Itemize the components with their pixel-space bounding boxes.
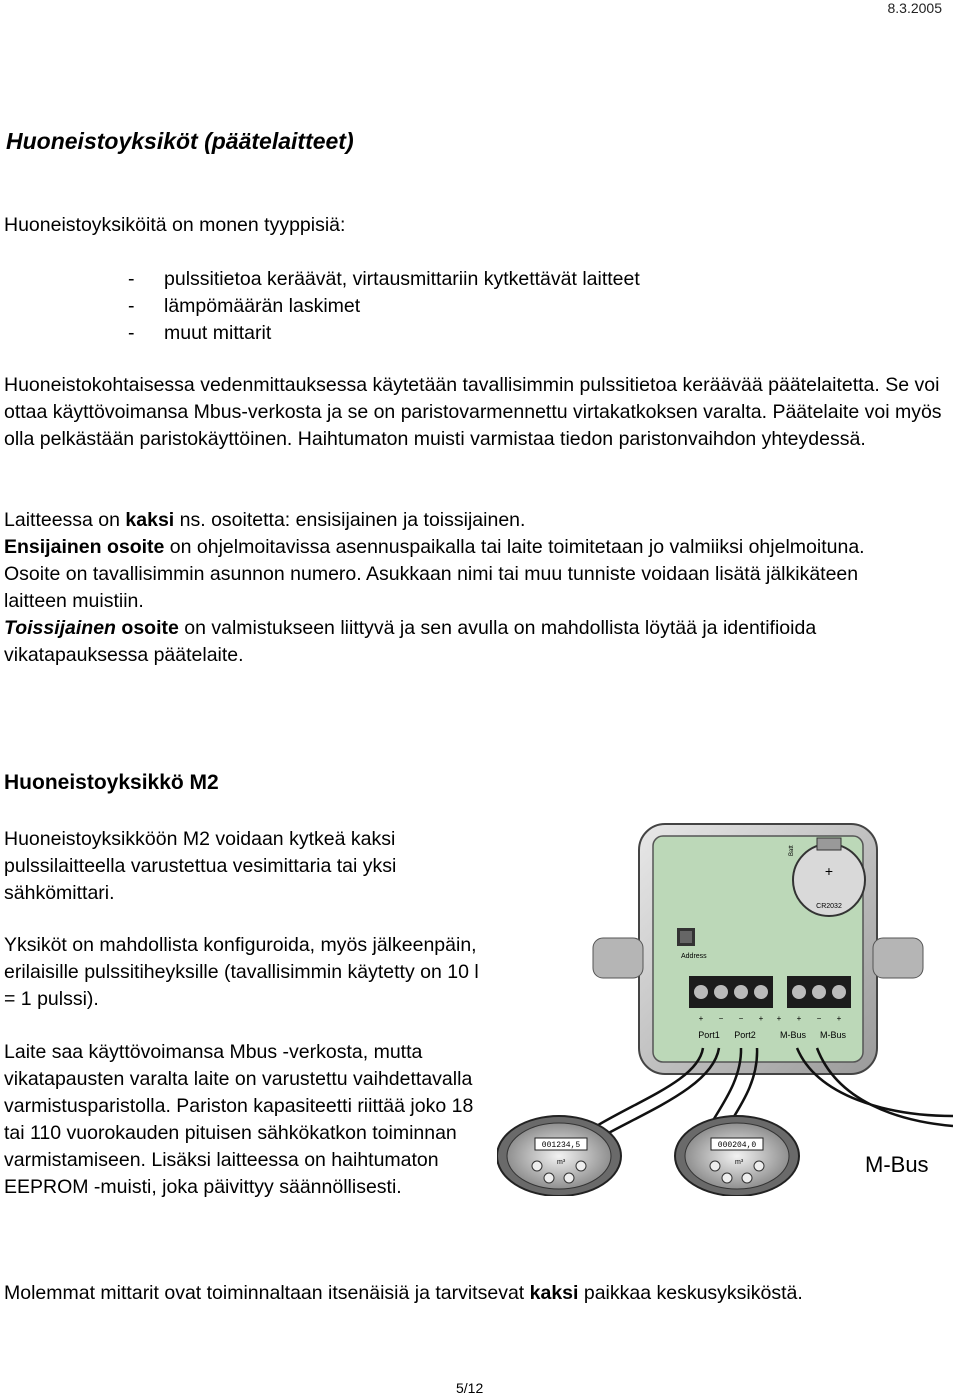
list-item-text: lämpömäärän laskimet (164, 295, 361, 317)
list-dash: - (128, 295, 135, 317)
list-dash: - (128, 268, 135, 290)
paragraph-meters (4, 1280, 960, 1307)
list-item-text: muut mittarit (164, 322, 272, 344)
emphasis-toissijainen: Toissijainen (4, 617, 116, 639)
device-type-list (128, 266, 640, 347)
m2-device-diagram (497, 816, 953, 1196)
water-meter-2 (675, 1116, 799, 1196)
list-dash: - (128, 322, 135, 344)
terminal-polarity: − (718, 1014, 724, 1023)
paragraph-secondary-address (4, 615, 924, 669)
paragraph-m2-intro: Huoneistoyksikköön M2 voidaan kytkeä kaksi pulssilaitteella varustettua vesimittaria tai yksi sähkömittari. (4, 828, 397, 904)
emphasis-primary-address: Ensijainen osoite (4, 536, 165, 558)
text: ns. osoitetta: ensisijainen ja toissijainen. (174, 509, 526, 531)
paragraph-m2-power: Laite saa käyttövoimansa Mbus -verkosta, mutta vikatapausten varalta laite on varustettu vaihdettavalla varmistusparistolla. Pariston kapasiteetti riittää joko 18 tai 110 vuorokauden pituisen sähkökatkon toiminnan varmistamiseen. Lisäksi laitteessa on haihtumaton EEPROM -muisti, joka päivittyy säännöllisesti. (4, 1041, 474, 1198)
page-number: 5/12 (456, 1380, 484, 1396)
mounting-lug-right (873, 938, 923, 978)
list-item (128, 266, 640, 293)
paragraph-addresses (4, 507, 525, 534)
section-title-m2: Huoneistoyksikkö M2 (4, 771, 219, 794)
battery-clip (817, 838, 841, 850)
address-button-label: Address (681, 953, 707, 960)
address-button-face (680, 931, 692, 943)
section-title-huoneistoyksikot: Huoneistoyksiköt (päätelaitteet) (6, 128, 354, 154)
mounting-lug-left (593, 938, 643, 978)
mbus-terminal-label: M-Bus (779, 1030, 807, 1040)
terminal-block-ports (689, 976, 773, 1008)
terminal-polarity: + (796, 1014, 802, 1023)
meter1-reading: 001234,5 (541, 1141, 581, 1150)
list-item (128, 293, 640, 320)
text: on ohjelmoitavissa asennuspaikalla tai laite toimitetaan jo valmiiksi ohjelmoituna. Osoite on tavallisimmin asunnon numero. Asukkaan nimi tai muu tunniste voidaan lisätä jälkikäteen laitteen muistiin. (4, 536, 865, 612)
terminal-polarity: + (758, 1014, 764, 1023)
terminal-polarity: + (776, 1014, 782, 1023)
port1-label: Port1 (698, 1030, 720, 1040)
terminal-polarity: + (836, 1014, 842, 1023)
mbus-label: M-Bus (865, 1152, 929, 1177)
paragraph-water-metering: Huoneistokohtaisessa vedenmittauksessa käytetään tavallisimmin pulssitietoa keräävää päätelaitetta. Se voi ottaa käyttövoimansa Mbus-verkosta ja se on paristovarmennettu virtakatkoksen varalta. Päätelaite voi myös olla pelkästään paristokäyttöinen. Haihtumaton muisti varmistaa tiedon paristonvaihdon yhteydessä. (4, 374, 942, 450)
mbus-terminal-label: M-Bus (819, 1030, 847, 1040)
battery-plus: + (824, 863, 834, 879)
list-item (128, 320, 640, 347)
page-date: 8.3.2005 (887, 0, 942, 16)
emphasis-kaksi: kaksi (125, 509, 175, 531)
text: paikkaa keskusyksiköstä. (578, 1282, 803, 1304)
text: on valmistukseen liittyvä ja sen avulla on mahdollista löytää ja identifioida vikatapauksessa päätelaite. (4, 617, 817, 666)
paragraph-primary-address (4, 534, 924, 615)
meter1-unit: m³ (557, 1159, 566, 1166)
intro-text: Huoneistoyksiköitä on monen tyyppisiä: (4, 214, 346, 236)
terminal-block-mbus (787, 976, 851, 1008)
terminal-polarity: − (738, 1014, 744, 1023)
emphasis-osoite: osoite (115, 617, 179, 639)
terminal-polarity: + (698, 1014, 704, 1023)
meter2-reading: 000204,0 (717, 1141, 757, 1150)
meter2-unit: m³ (735, 1159, 744, 1166)
terminal-polarity: − (816, 1014, 822, 1023)
batt-text: Batt (789, 845, 795, 856)
text: Laitteessa on (4, 509, 126, 531)
text: Molemmat mittarit ovat toiminnaltaan itsenäisiä ja tarvitsevat (4, 1282, 530, 1304)
paragraph-m2-config: Yksiköt on mahdollista konfiguroida, myös jälkeenpäin, erilaisille pulssitiheyksille (tavallisimmin käytetty on 10 l = 1 pulssi). (4, 934, 479, 1010)
list-item-text: pulssitietoa keräävät, virtausmittariin kytkettävät laitteet (164, 268, 640, 290)
battery-label: CR2032 (816, 903, 842, 910)
emphasis-kaksi: kaksi (529, 1282, 579, 1304)
port2-label: Port2 (734, 1030, 756, 1040)
water-meter-1 (497, 1116, 621, 1196)
